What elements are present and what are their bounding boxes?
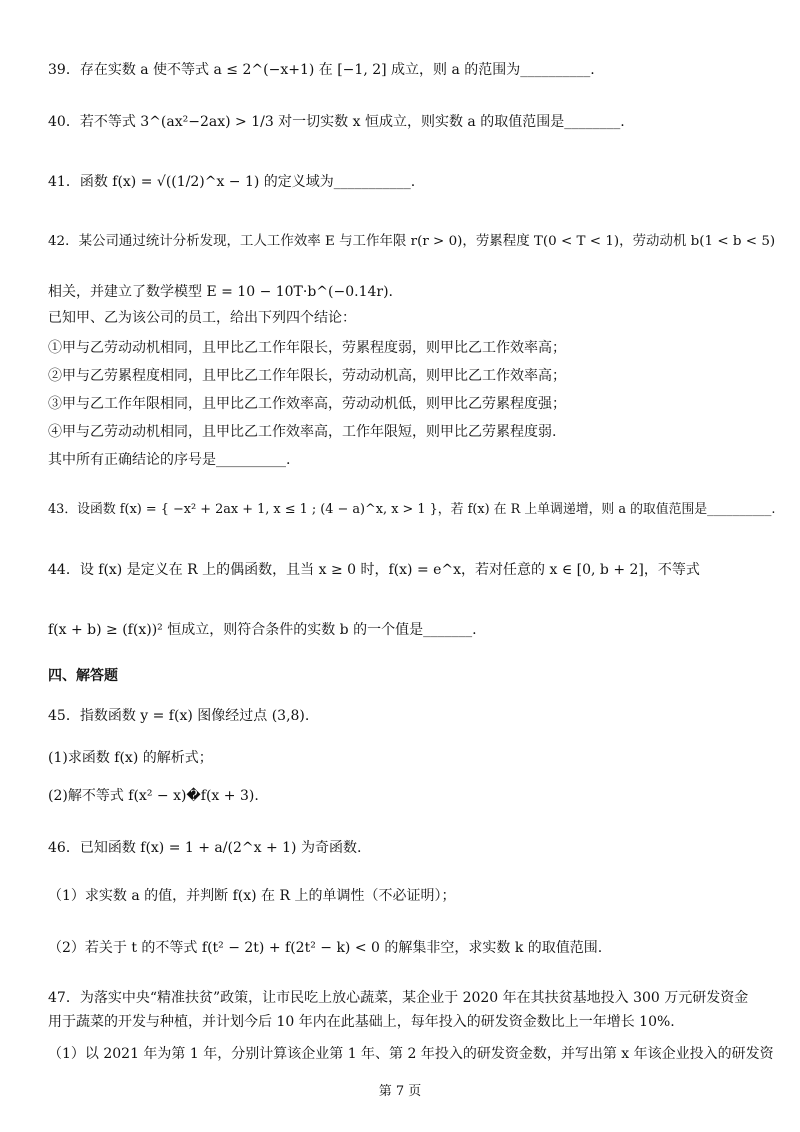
question-46: 46．已知函数 f(x) = 1 + a/(2^x + 1) 为奇函数.: [48, 840, 362, 856]
question-44-line-2: f(x + b) ≥ (f(x))² 恒成立，则符合条件的实数 b 的一个值是_______.: [48, 622, 477, 638]
question-43: 43．设函数 f(x) = { −x² + 2ax + 1, x ≤ 1 ; (4 − a)^x, x > 1 }，若 f(x) 在 R 上单调递增，则 a 的取值范围是__________.: [48, 502, 776, 517]
question-47-line-1: 47．为落实中央“精准扶贫”政策，让市民吃上放心蔬菜，某企业于 2020 年在其扶贫基地投入 300 万元研发资金: [48, 990, 749, 1006]
question-42-statement-4: ④甲与乙劳动动机相同，且甲比乙工作效率高，工作年限短，则甲比乙劳累程度弱.: [48, 424, 557, 440]
question-47-line-2: 用于蔬菜的开发与种植，并计划今后 10 年内在此基础上，每年投入的研发资金数比上一年增长 10%.: [48, 1014, 675, 1030]
question-42-line-1: 42．某公司通过统计分析发现，工人工作效率 E 与工作年限 r(r > 0)，劳累程度 T(0 < T < 1)，劳动动机 b(1 < b < 5): [48, 234, 776, 249]
question-45: 45．指数函数 y = f(x) 图像经过点 (3,8).: [48, 708, 310, 724]
question-42-statement-1: ①甲与乙劳动动机相同，且甲比乙工作年限长，劳累程度弱，则甲比乙工作效率高；: [48, 340, 566, 356]
question-45-part-2: (2)解不等式 f(x² − x)�f(x + 3).: [48, 788, 259, 804]
page-footer: 第 7 页: [378, 1084, 422, 1099]
question-42-statement-2: ②甲与乙劳累程度相同，且甲比乙工作年限长，劳动动机高，则甲比乙工作效率高；: [48, 368, 566, 384]
question-44-line-1: 44．设 f(x) 是定义在 R 上的偶函数，且当 x ≥ 0 时，f(x) = e^x，若对任意的 x ∈ [0, b + 2]，不等式: [48, 562, 700, 578]
question-42-statement-3: ③甲与乙工作年限相同，且甲比乙工作效率高，劳动动机低，则甲比乙劳累程度强；: [48, 396, 566, 412]
question-46-part-1: （1）求实数 a 的值，并判断 f(x) 在 R 上的单调性（不必证明）；: [48, 888, 456, 904]
question-45-part-1: (1)求函数 f(x) 的解析式；: [48, 750, 213, 766]
section-heading: 四、解答题: [48, 668, 118, 684]
question-40: 40．若不等式 3^(ax²−2ax) > 1/3 对一切实数 x 恒成立，则实数 a 的取值范围是________.: [48, 114, 625, 130]
question-47-part-1: （1）以 2021 年为第 1 年，分别计算该企业第 1 年、第 2 年投入的研发资金数，并写出第 x 年该企业投入的研发资: [48, 1046, 774, 1062]
question-41: 41．函数 f(x) = √((1/2)^x − 1) 的定义域为___________.: [48, 174, 416, 190]
question-42-line-2: 相关，并建立了数学模型 E = 10 − 10T·b^(−0.14r).: [48, 284, 394, 300]
question-42-intro: 已知甲、乙为该公司的员工，给出下列四个结论：: [48, 310, 356, 326]
question-42-ask: 其中所有正确结论的序号是__________.: [48, 452, 291, 468]
question-46-part-2: （2）若关于 t 的不等式 f(t² − 2t) + f(2t² − k) < 0 的解集非空，求实数 k 的取值范围.: [48, 940, 603, 956]
question-39: 39．存在实数 a 使不等式 a ≤ 2^(−x+1) 在 [−1, 2] 成立，则 a 的范围为__________.: [48, 62, 595, 78]
